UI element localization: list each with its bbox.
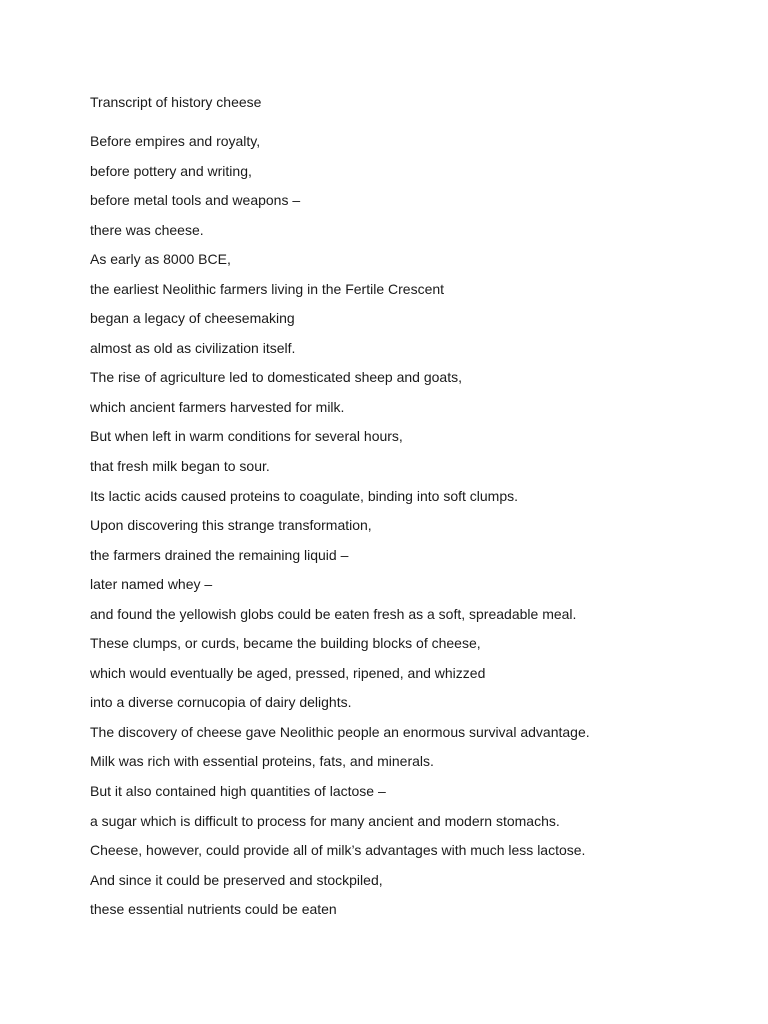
transcript-line: began a legacy of cheesemaking: [90, 310, 295, 327]
transcript-line: almost as old as civilization itself.: [90, 339, 296, 356]
transcript-line: Milk was rich with essential proteins, fats, and minerals.: [90, 753, 434, 770]
transcript-line: these essential nutrients could be eaten: [90, 901, 337, 918]
transcript-line: later named whey –: [90, 576, 213, 593]
transcript-line: which ancient farmers harvested for milk.: [90, 398, 345, 415]
transcript-line: The rise of agriculture led to domesticated sheep and goats,: [90, 369, 462, 386]
transcript-line: that fresh milk began to sour.: [90, 458, 270, 475]
transcript-line: before pottery and writing,: [90, 162, 252, 179]
transcript-line: Its lactic acids caused proteins to coagulate, binding into soft clumps.: [90, 487, 519, 504]
transcript-line: The discovery of cheese gave Neolithic people an enormous survival advantage.: [90, 723, 590, 740]
transcript-line: which would eventually be aged, pressed, ripened, and whizzed: [90, 664, 486, 681]
transcript-line: Cheese, however, could provide all of milk’s advantages with much less lactose.: [90, 842, 586, 859]
transcript-line: before metal tools and weapons –: [90, 192, 301, 209]
transcript-line: These clumps, or curds, became the building blocks of cheese,: [90, 635, 481, 652]
transcript-line: the earliest Neolithic farmers living in the Fertile Crescent: [90, 280, 445, 297]
transcript-line: the farmers drained the remaining liquid –: [90, 546, 349, 563]
transcript-line: But when left in warm conditions for several hours,: [90, 428, 403, 445]
transcript-line: a sugar which is difficult to process for many ancient and modern stomachs.: [90, 812, 560, 829]
transcript-line: Before empires and royalty,: [90, 133, 261, 149]
transcript-line: Upon discovering this strange transformation,: [90, 517, 372, 534]
document-title: Transcript of history cheese: [90, 94, 262, 110]
transcript-line: and found the yellowish globs could be eaten fresh as a soft, spreadable meal.: [90, 605, 577, 622]
transcript-line: into a diverse cornucopia of dairy delights.: [90, 694, 352, 711]
transcript-line: As early as 8000 BCE,: [90, 251, 231, 268]
transcript-line: And since it could be preserved and stockpiled,: [90, 871, 383, 888]
transcript-lines: [90, 132, 590, 930]
transcript-line: But it also contained high quantities of lactose –: [90, 783, 386, 800]
transcript-line: there was cheese.: [90, 221, 204, 238]
